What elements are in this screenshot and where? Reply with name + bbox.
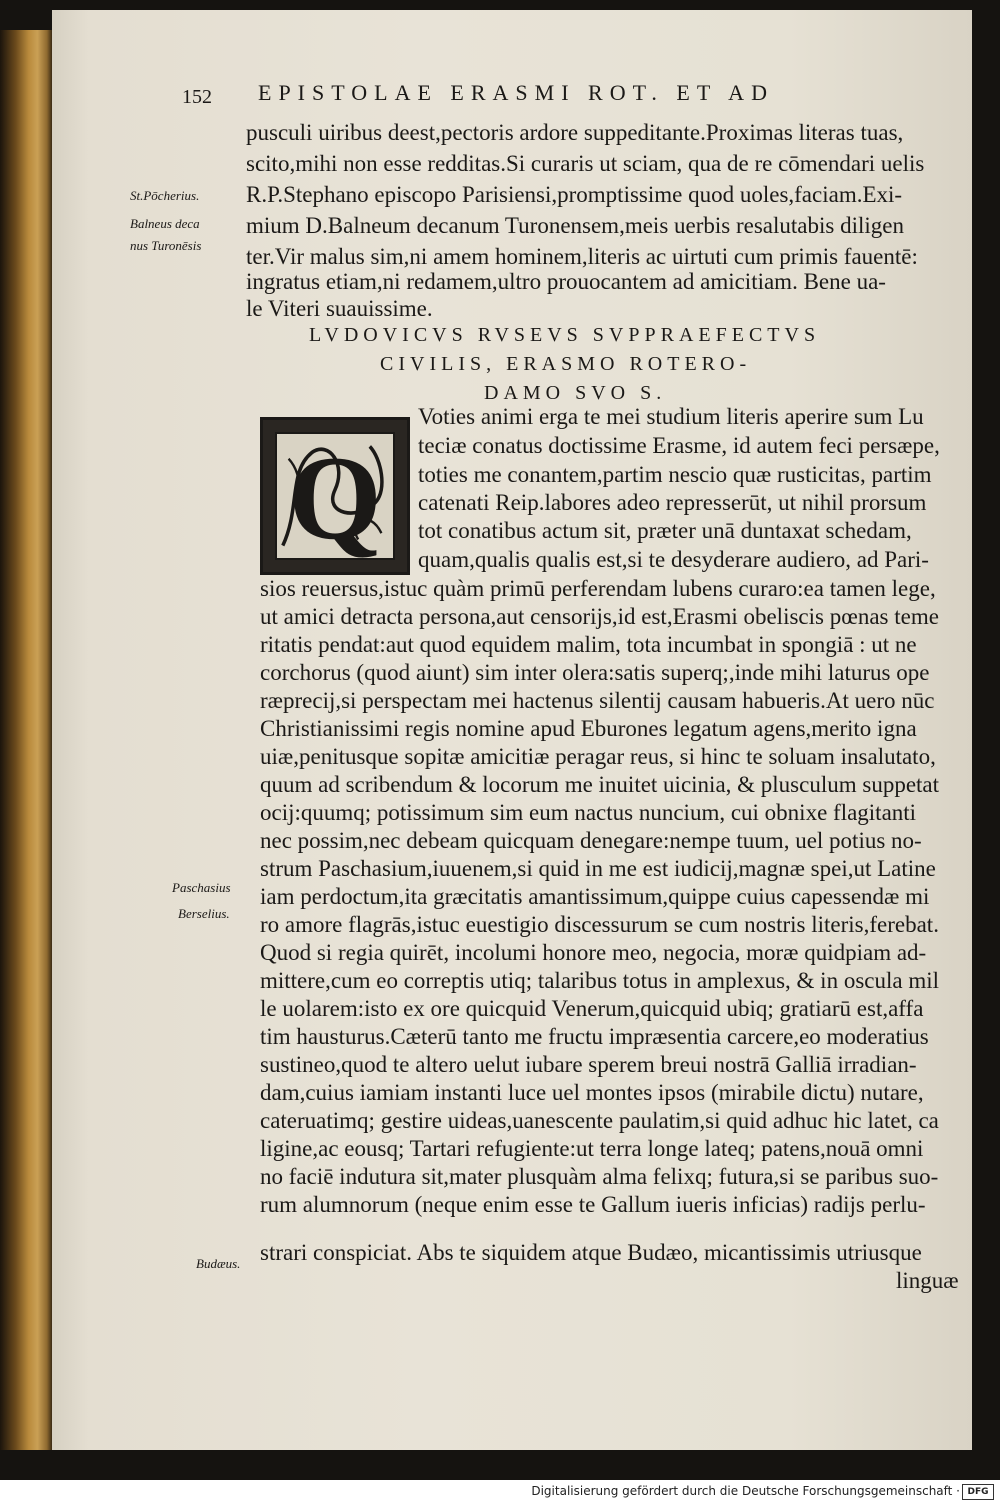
- text-line: corchorus (quod aiunt) sim inter olera:satis superq;,inde mihi laturus ope: [260, 660, 930, 685]
- text-line: ingratus etiam,ni redamem,ultro prouocantem ad amicitiam. Bene ua-: [246, 269, 886, 294]
- text-line: catenati Reip.labores adeo represserūt, ut nihil prorsum: [418, 490, 927, 515]
- running-head: EPISTOLAE ERASMI ROT. ET AD: [258, 80, 774, 105]
- book-edge: [0, 30, 52, 1450]
- margin-note: Balneus deca: [130, 216, 200, 231]
- text-line: Christianissimi regis nomine apud Eburones legatum agens,merito igna: [260, 716, 917, 741]
- initial-letter: Q: [288, 431, 382, 564]
- text-line: scito,mihi non esse redditas.Si curaris ut sciam, qua de re cōmendari uelis: [246, 151, 925, 176]
- text-line: teciæ conatus doctissime Erasme, id autem feci persæpe,: [418, 433, 940, 458]
- text-line: tim hausturus.Cæterū tanto me fructu impræsentia carcere,eo moderatius: [260, 1024, 929, 1049]
- text-line: ritatis pendat:aut quod equidem malim, tota incumbat in spongiā : ut ne: [260, 632, 917, 657]
- text-line: no faciē indutura sit,mater plusquàm alma felixq; futura,si se paribus suo-: [260, 1164, 939, 1189]
- text-line: strum Paschasium,iuuenem,si quid in me est iudicij,magnæ spei,ut Latine: [260, 856, 936, 881]
- text-line: toties me conantem,partim nescio quæ rusticitas, partim: [418, 462, 932, 487]
- text-line: ro amore flagrās,istuc euestigio discessurum se cum nostris literis,ferebat.: [260, 912, 939, 937]
- text-line: tot conatibus actum sit, præter unā duntaxat schedam,: [418, 518, 912, 543]
- footer-bar: [0, 1480, 1000, 1503]
- footer-credit: Digitalisierung gefördert durch die Deutsche Forschungsgemeinschaft ·: [531, 1484, 960, 1498]
- text-line: quum ad scribendum & locorum me inuitet uicinia, & plusculum suppetat: [260, 772, 940, 797]
- letter-heading: DAMO SVO S.: [484, 382, 667, 404]
- margin-note: Paschasius: [172, 880, 231, 895]
- text-line: rum alumnorum (neque enim esse te Gallum iueris inficias) radijs perlu-: [260, 1192, 926, 1217]
- text-line: strari conspiciat. Abs te siquidem atque Budæo, micantissimis utriusque: [260, 1240, 922, 1265]
- catchword: linguæ: [896, 1268, 959, 1293]
- text-line: le uolarem:isto ex ore quicquid Venerum,quicquid ubiq; gratiarū est,affa: [260, 996, 924, 1021]
- text-line: pusculi uiribus deest,pectoris ardore suppeditante.Proximas literas tuas,: [246, 120, 904, 145]
- margin-note: nus Turonēsis: [130, 238, 202, 253]
- margin-note: Budæus.: [196, 1256, 241, 1271]
- text-line: ut amici detracta persona,aut censorijs,id est,Erasmi obeliscis pœnas teme: [260, 604, 939, 629]
- text-line: ræprecij,si perspectam mei hactenus silentij causam habueris.At uero nūc: [260, 688, 935, 713]
- text-line: dam,cuius iamiam instanti luce uel montes ipsos (mirabile dictu) nutare,: [260, 1080, 924, 1105]
- margin-note: St.Pōcherius.: [130, 188, 200, 203]
- text-line: ter.Vir malus sim,ni amem hominem,literis ac uirtuti cum primis fauentē:: [246, 244, 918, 269]
- text-line: cateruatimq; gestire uideas,uanescente paulatim,si quid adhuc hic latet, ca: [260, 1108, 939, 1133]
- text-line: sios reuersus,istuc quàm primū perferendam lubens curaro:ea tamen lege,: [260, 576, 936, 601]
- text-line: mittere,cum eo correptis utiq; talaribus totus in amplexus, & in oscula mil: [260, 968, 940, 993]
- text-line: le Viteri suauissime.: [246, 296, 433, 321]
- letter-heading: LVDOVICVS RVSEVS SVPPRAEFECTVS: [309, 324, 821, 346]
- text-line: Quod si regia quirēt, incolumi honore meo, negocia, moræ quidpiam ad-: [260, 940, 927, 965]
- decorated-initial: [260, 417, 410, 575]
- text-line: ocij:quumq; potissimum sim eum nactus nuncium, cui obnixe flagitanti: [260, 800, 917, 825]
- text-line: sustineo,quod te altero uelut iubare sperem breui nostrā Galliā irradian-: [260, 1052, 917, 1077]
- margin-note: Berselius.: [178, 906, 230, 921]
- text-line: ligine,ac eousq; Tartari refugiente:ut terra longe lateq; patens,nouā omni: [260, 1136, 924, 1161]
- letter-heading: CIVILIS, ERASMO ROTERO-: [380, 353, 752, 375]
- text-line: uiæ,penitusque sopitæ amicitiæ peragar reus, si hinc te soluam insalutato,: [260, 744, 936, 769]
- page-number: 152: [182, 86, 212, 108]
- text-line: quam,qualis qualis est,si te desyderare audiero, ad Pari-: [418, 547, 929, 572]
- text-line: mium D.Balneum decanum Turonensem,meis uerbis resalutabis diligen: [246, 213, 904, 238]
- text-line: Voties animi erga te mei studium literis aperire sum Lu: [418, 404, 924, 429]
- dfg-logo: DFG: [962, 1484, 994, 1500]
- text-line: R.P.Stephano episcopo Parisiensi,promptissime quod uoles,faciam.Exi-: [246, 182, 903, 207]
- text-line: iam perdoctum,ita græcitatis amantissimum,quippe cuius capessendæ mi: [260, 884, 930, 909]
- text-line: nec possim,nec debeam quicquam denegare:nempe tuum, uel potius no-: [260, 828, 922, 853]
- initial-ornament: [275, 431, 395, 564]
